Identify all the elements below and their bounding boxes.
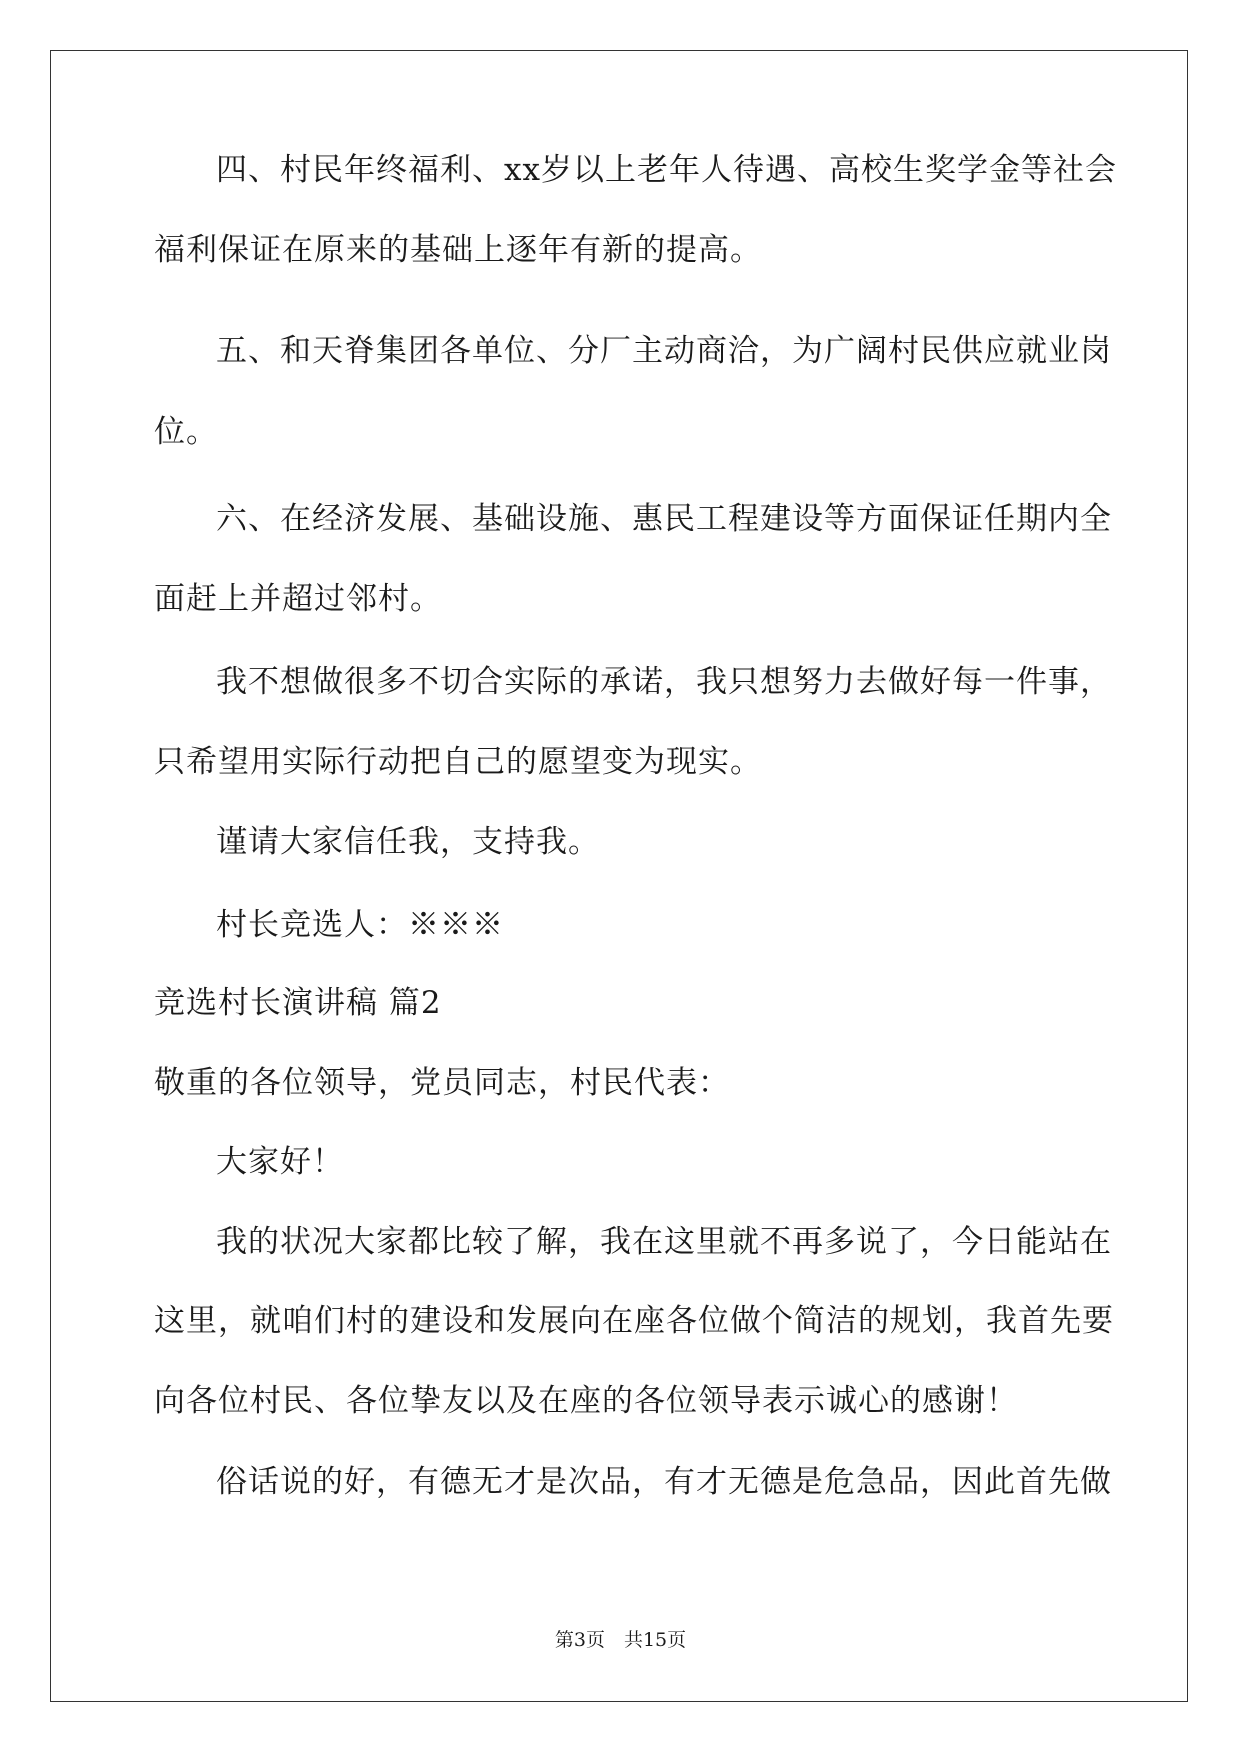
paragraph-line: 我的状况大家都比较了解，我在这里就不再多说了，今日能站在 [216,1224,1112,1260]
salutation: 敬重的各位领导，党员同志，村民代表： [154,1065,730,1101]
section-heading: 竞选村长演讲稿 篇2 [154,985,442,1021]
paragraph-line: 四、村民年终福利、xx岁以上老年人待遇、高校生奖学金等社会 [216,152,1117,188]
paragraph-line: 俗话说的好，有德无才是次品，有才无德是危急品，因此首先做 [216,1464,1112,1500]
paragraph-line: 五、和天脊集团各单位、分厂主动商洽，为广阔村民供应就业岗 [216,333,1112,369]
paragraph-line: 只希望用实际行动把自己的愿望变为现实。 [154,744,762,780]
page-number-label: 第3页 共15页 [554,1629,687,1651]
paragraph-line: 谨请大家信任我，支持我。 [216,824,600,860]
paragraph-line: 面赶上并超过邻村。 [154,581,442,617]
paragraph-line: 福利保证在原来的基础上逐年有新的提高。 [154,232,762,268]
paragraph-line: 六、在经济发展、基础设施、惠民工程建设等方面保证任期内全 [216,501,1112,537]
paragraph-line: 我不想做很多不切合实际的承诺，我只想努力去做好每一件事， [216,664,1112,700]
page-number-footer [0,1628,1241,1652]
signature-line: 村长竞选人：※※※ [216,907,504,943]
paragraph-line: 位。 [154,414,218,450]
paragraph-line: 这里，就咱们村的建设和发展向在座各位做个简洁的规划，我首先要 [154,1303,1114,1339]
paragraph-line: 向各位村民、各位挚友以及在座的各位领导表示诚心的感谢！ [154,1383,1018,1419]
greeting: 大家好！ [216,1144,344,1180]
page-frame [50,50,1188,1702]
